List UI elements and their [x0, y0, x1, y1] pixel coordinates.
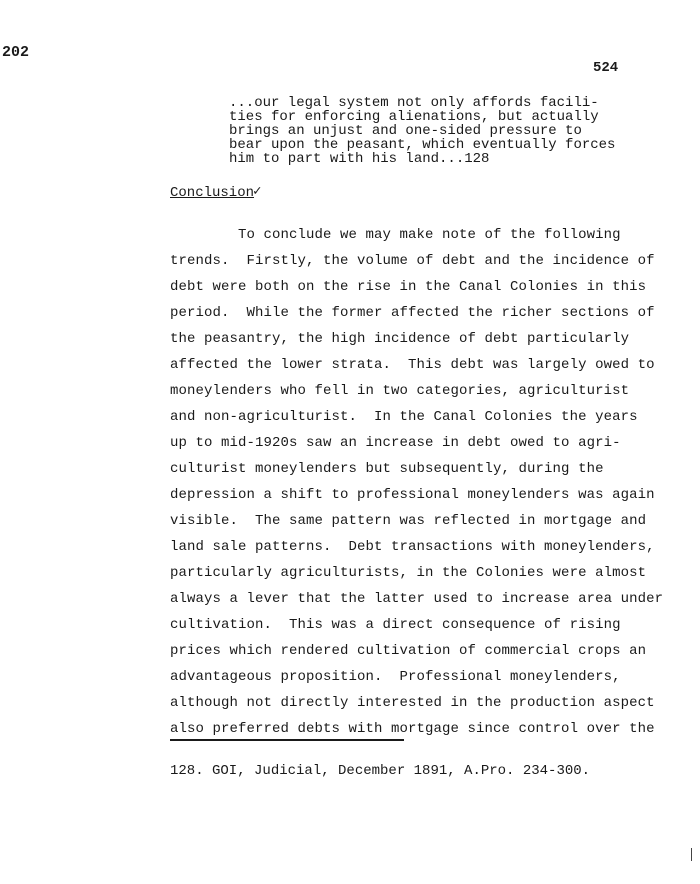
body-line: the peasantry, the high incidence of debt particularly [170, 331, 630, 347]
quote-line: ...our legal system not only affords facili- [229, 95, 599, 111]
check-mark-icon: ✓ [253, 184, 262, 200]
body-line: also preferred debts with mortgage since control over the [170, 721, 655, 737]
body-line: moneylenders who fell in two categories, agriculturist [170, 383, 630, 399]
section-heading: Conclusion [170, 185, 255, 201]
footnote-rule [170, 739, 404, 741]
quote-line: brings an unjust and one-sided pressure to [229, 123, 582, 139]
body-line: depression a shift to professional moneylenders was again [170, 487, 655, 503]
body-line: up to mid-1920s saw an increase in debt owed to agri- [170, 435, 621, 451]
page-number: 524 [593, 60, 619, 76]
body-line: land sale patterns. Debt transactions with moneylenders, [170, 539, 655, 555]
body-line: period. While the former affected the richer sections of [170, 305, 655, 321]
body-line: affected the lower strata. This debt was largely owed to [170, 357, 655, 373]
body-line: To conclude we may make note of the following [170, 227, 621, 243]
body-line: always a lever that the latter used to increase area under [170, 591, 664, 607]
body-line: trends. Firstly, the volume of debt and the incidence of [170, 253, 655, 269]
body-line: culturist moneylenders but subsequently, during the [170, 461, 604, 477]
body-line: and non-agriculturist. In the Canal Colonies the years [170, 409, 638, 425]
margin-mark [691, 848, 692, 861]
quote-line: ties for enforcing alienations, but actually [229, 109, 599, 125]
folio-number: 202 [2, 44, 30, 61]
body-line: particularly agriculturists, in the Colonies were almost [170, 565, 647, 581]
body-line: prices which rendered cultivation of commercial crops an [170, 643, 647, 659]
footnote: 128. GOI, Judicial, December 1891, A.Pro. 234-300. [170, 763, 591, 779]
quote-line: bear upon the peasant, which eventually forces [229, 137, 616, 153]
body-line: although not directly interested in the production aspect [170, 695, 655, 711]
quote-line: him to part with his land...128 [229, 151, 490, 167]
body-line: advantageous proposition. Professional moneylenders, [170, 669, 621, 685]
body-line: cultivation. This was a direct consequence of rising [170, 617, 621, 633]
body-line: debt were both on the rise in the Canal Colonies in this [170, 279, 647, 295]
body-line: visible. The same pattern was reflected in mortgage and [170, 513, 647, 529]
